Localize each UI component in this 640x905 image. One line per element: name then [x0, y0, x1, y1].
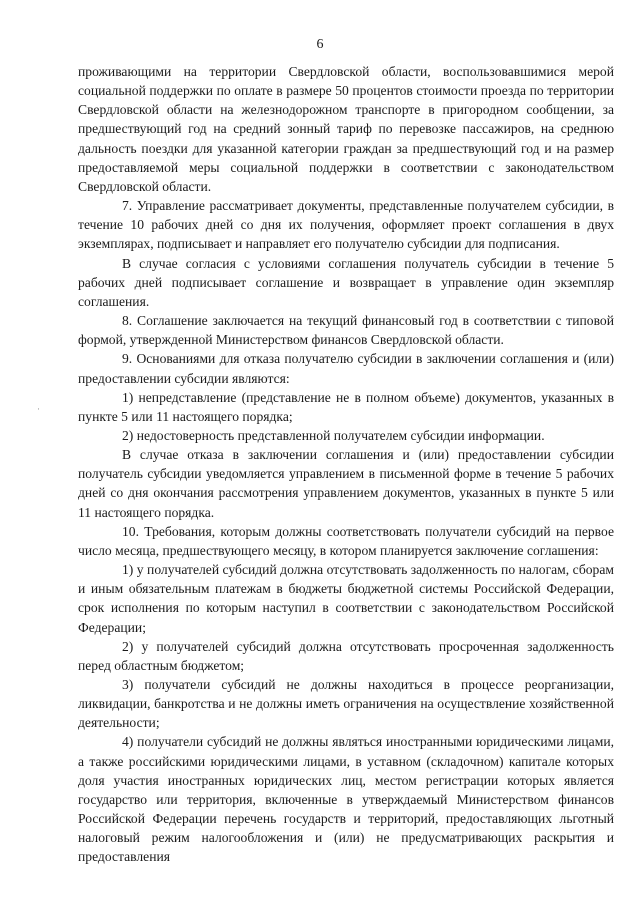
- paragraph-8: 8. Соглашение заключается на текущий финансовый год в соответствии с типовой формой, утвержденной Министерством финансов Свердловской области.: [78, 313, 614, 348]
- page-number: 6: [316, 37, 324, 52]
- paragraph-10-item-4: 4) получатели субсидий не должны являться иностранными юридическими лицами, а также российскими юридическими лицами, в уставном (складочном) капитале которых доля участия иностранных юридических лиц, местом регистрации которых является государство или территория, включенные в утверждаемый Министерством финансов Российской Федерации перечень государств и территорий, предоставляющих льготный налоговый режим налогообложения и (или) не предусматривающих раскрытия и предоставления: [78, 734, 614, 865]
- paragraph-9: 9. Основаниями для отказа получателю субсидии в заключении соглашения и (или) предоставлении субсидии являются:: [78, 351, 614, 386]
- paragraph-10-item-3: 3) получатели субсидий не должны находиться в процессе реорганизации, ликвидации, банкротства и не должны иметь ограничения на осуществление хозяйственной деятельности;: [78, 677, 614, 731]
- paragraph-7: 7. Управление рассматривает документы, представленные получателем субсидии, в течение 10 рабочих дней со дня их получения, оформляет проект соглашения в двух экземплярах, подписывает и направляет его получателю субсидии для подписания.: [78, 198, 614, 252]
- paragraph-9-item-1: 1) непредставление (представление не в полном объеме) документов, указанных в пункте 5 или 11 настоящего порядка;: [78, 389, 614, 424]
- paragraph-10: 10. Требования, которым должны соответствовать получатели субсидий на первое число месяца, предшествующего месяцу, в котором планируется заключение соглашения:: [78, 523, 614, 558]
- paragraph-10-item-1: 1) у получателей субсидий должна отсутствовать задолженность по налогам, сборам и иным обязательным платежам в бюджеты бюджетной системы Российской Федерации, срок исполнения по которым наступил в соответствии с законодательством Российской Федерации;: [78, 562, 614, 635]
- margin-mark: ·: [37, 404, 40, 414]
- paragraph-9-item-2: 2) недостоверность представленной получателем субсидии информации.: [122, 427, 545, 443]
- paragraph-continuation: проживающими на территории Свердловской области, воспользовавшимися мерой социальной поддержки по оплате в размере 50 процентов стоимости проезда по территории Свердловской области на железнодорожном транспорте в пригородном сообщении, за предшествующий год на средний зонный тариф по перевозке пассажиров, на среднюю дальность поездки для указанной категории граждан за предшествующий год и на размер предоставляемой меры социальной поддержки в соответствии с законодательством Свердловской области.: [78, 64, 614, 194]
- paragraph-7-consent: В случае согласия с условиями соглашения получатель субсидии в течение 5 рабочих дней подписывает соглашение и возвращает в управление один экземпляр соглашения.: [78, 255, 614, 309]
- document-body: [78, 62, 614, 867]
- paragraph-9-refusal: В случае отказа в заключении соглашения и (или) предоставлении субсидии получатель субсидии уведомляется управлением в письменной форме в течение 5 рабочих дней со дня окончания рассмотрения управлением документов, указанных в пункте 5 или 11 настоящего порядка.: [78, 447, 614, 520]
- paragraph-10-item-2: 2) у получателей субсидий должна отсутствовать просроченная задолженность перед областным бюджетом;: [78, 638, 614, 673]
